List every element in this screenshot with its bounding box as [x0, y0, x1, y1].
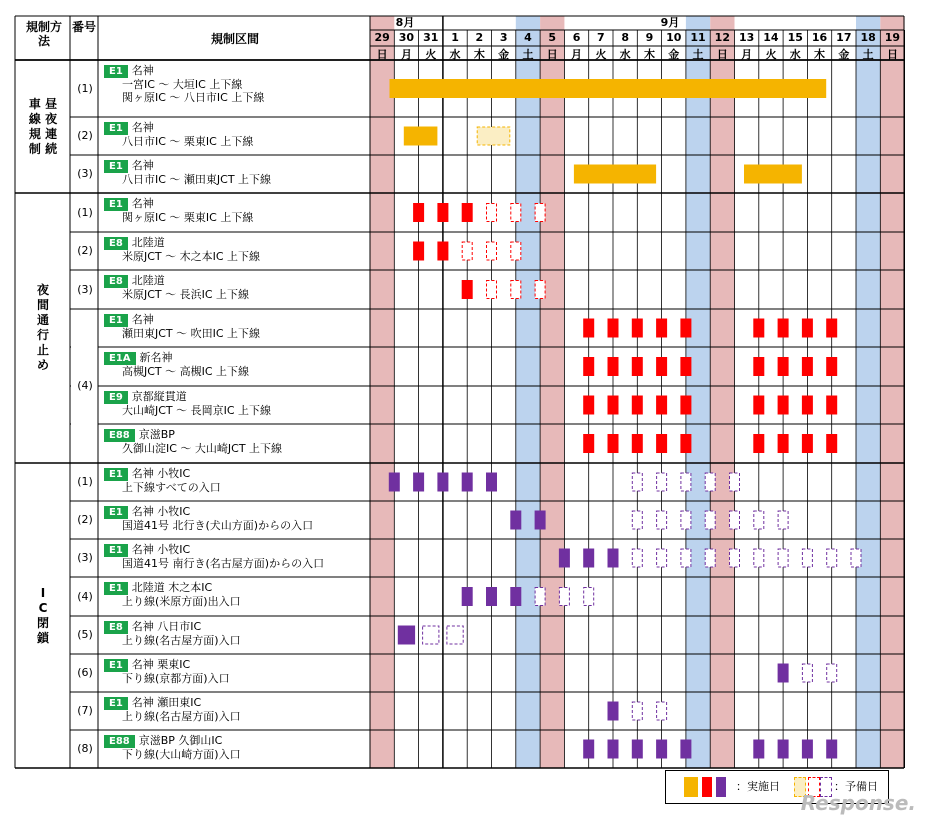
schedule-mark-actual	[608, 396, 618, 414]
schedule-mark-reserve	[632, 549, 642, 567]
day-number-13: 13	[738, 31, 755, 44]
road-code-badge: E1	[104, 198, 128, 211]
schedule-mark-reserve	[802, 549, 812, 567]
schedule-mark-actual	[632, 396, 642, 414]
schedule-mark-actual	[827, 396, 837, 414]
road-code-badge: E1	[104, 659, 128, 672]
schedule-mark-actual	[487, 473, 497, 491]
schedule-mark-reserve	[705, 473, 715, 491]
section-text: 高槻JCT ～ 高槻IC 上下線	[122, 365, 250, 378]
weekday-3: 金	[498, 48, 510, 61]
schedule-mark-reserve	[487, 204, 497, 222]
schedule-mark-reserve	[632, 702, 642, 720]
weekday-4: 土	[522, 48, 534, 61]
schedule-mark-actual	[778, 664, 788, 682]
row-section	[104, 505, 313, 532]
road-name: 名神	[131, 313, 154, 326]
schedule-mark-actual	[827, 358, 837, 376]
road-name: 京都縦貫道	[131, 390, 187, 403]
schedule-mark-actual	[462, 588, 472, 606]
row-number: (2)	[77, 244, 93, 257]
weekday-10: 金	[668, 48, 680, 61]
weekday-30: 月	[400, 48, 412, 61]
schedule-mark-actual	[438, 204, 448, 222]
schedule-mark-actual	[632, 358, 642, 376]
row-number: (8)	[77, 742, 93, 755]
road-code-badge: E1	[104, 544, 128, 557]
section-text: 国道41号 北行き(犬山方面)からの入口	[122, 519, 314, 532]
schedule-mark-actual	[608, 549, 618, 567]
schedule-mark-reserve	[559, 588, 569, 606]
section-text: 下り線(大山崎方面)入口	[122, 748, 241, 761]
section-text: 久御山淀IC ～ 大山崎JCT 上下線	[122, 442, 283, 455]
section-text: 八日市IC ～ 栗東IC 上下線	[122, 135, 254, 148]
schedule-bar-actual	[398, 626, 414, 644]
road-code-badge: E1	[104, 314, 128, 327]
category-1: 夜 間 通 行 止 め	[36, 283, 49, 372]
schedule-mark-actual	[657, 358, 667, 376]
schedule-bar-reserve	[423, 626, 439, 644]
road-name: 名神 小牧IC	[131, 505, 191, 518]
category-0: 車 昼 線 夜 規 連 制 続	[28, 96, 58, 156]
road-name: 京滋BP 久御山IC	[138, 734, 223, 747]
schedule-mark-actual	[535, 511, 545, 529]
weekday-13: 月	[741, 48, 753, 61]
schedule-mark-reserve	[657, 511, 667, 529]
schedule-mark-reserve	[681, 511, 691, 529]
row-section	[104, 390, 271, 417]
schedule-mark-reserve	[657, 702, 667, 720]
day-number-31: 31	[423, 31, 439, 44]
day-number-1: 1	[451, 31, 459, 44]
legend-purple-swatch	[716, 777, 726, 797]
road-name: 名神 栗東IC	[131, 658, 191, 671]
section-text: 八日市IC ～ 瀬田東JCT 上下線	[122, 173, 272, 186]
road-name: 京滋BP	[138, 428, 175, 441]
schedule-mark-actual	[657, 396, 667, 414]
road-name: 名神 小牧IC	[131, 543, 191, 556]
day-number-16: 16	[811, 31, 828, 44]
day-number-4: 4	[524, 31, 532, 44]
weekday-19: 日	[886, 48, 898, 61]
row-section	[104, 658, 230, 685]
road-code-badge: E1	[104, 65, 128, 78]
schedule-mark-actual	[778, 319, 788, 337]
row-number: (4)	[77, 379, 93, 392]
weekend-shade-12	[710, 16, 734, 768]
schedule-mark-reserve	[730, 473, 740, 491]
row-number: (3)	[77, 282, 93, 296]
schedule-mark-actual	[657, 435, 667, 453]
row-section	[104, 543, 324, 570]
schedule-mark-actual	[754, 396, 764, 414]
road-name: 名神 八日市IC	[131, 620, 202, 633]
schedule-mark-reserve	[632, 511, 642, 529]
weekday-31: 火	[425, 48, 437, 61]
legend-orange-swatch	[684, 777, 698, 797]
road-code-badge: E8	[104, 275, 128, 288]
road-name: 新名神	[139, 351, 173, 364]
section-text: 国道41号 南行き(名古屋方面)からの入口	[122, 557, 325, 570]
row-number: (1)	[77, 81, 93, 95]
schedule-mark-actual	[681, 396, 691, 414]
day-number-15: 15	[787, 31, 803, 44]
schedule-mark-reserve	[681, 549, 691, 567]
schedule-mark-actual	[559, 549, 569, 567]
row-section	[104, 467, 221, 494]
schedule-mark-reserve	[657, 549, 667, 567]
weekday-6: 月	[571, 48, 583, 61]
weekday-2: 木	[473, 48, 485, 61]
road-name: 名神 小牧IC	[131, 467, 191, 480]
schedule-mark-reserve	[462, 242, 472, 260]
weekend-shade-19	[880, 16, 904, 768]
day-number-18: 18	[860, 31, 876, 44]
row-number: (4)	[77, 589, 93, 603]
schedule-mark-actual	[584, 740, 594, 758]
schedule-mark-reserve	[754, 511, 764, 529]
row-number: (5)	[77, 628, 93, 641]
schedule-mark-actual	[414, 473, 424, 491]
schedule-mark-actual	[754, 435, 764, 453]
schedule-mark-actual	[778, 435, 788, 453]
day-number-6: 6	[572, 31, 581, 44]
section-text: 上り線(名古屋方面)入口	[122, 634, 241, 647]
schedule-mark-reserve	[487, 242, 497, 260]
schedule-mark-reserve	[802, 664, 812, 682]
header-kisei-kukan: 規制区間	[210, 32, 259, 46]
schedule-mark-actual	[632, 319, 642, 337]
schedule-bar-reserve	[477, 127, 510, 145]
row-section	[104, 620, 241, 647]
schedule-mark-actual	[584, 396, 594, 414]
schedule-mark-reserve	[657, 473, 667, 491]
weekday-11: 土	[692, 48, 704, 61]
day-number-2: 2	[475, 31, 484, 44]
schedule-mark-actual	[438, 242, 448, 260]
weekday-8: 水	[619, 48, 631, 61]
section-text: 米原JCT ～ 長浜IC 上下線	[122, 288, 250, 301]
schedule-mark-actual	[462, 281, 472, 299]
row-number: (2)	[77, 129, 93, 142]
row-section	[104, 64, 264, 104]
weekday-14: 火	[765, 48, 777, 61]
road-name: 北陸道	[131, 274, 165, 287]
schedule-mark-actual	[778, 358, 788, 376]
schedule-mark-reserve	[632, 473, 642, 491]
header-month-aug: 8月	[395, 16, 415, 29]
schedule-mark-reserve	[827, 664, 837, 682]
schedule-mark-actual	[608, 319, 618, 337]
section-text: 米原JCT ～ 木之本IC 上下線	[122, 250, 261, 263]
road-code-badge: E8	[104, 621, 128, 634]
schedule-mark-actual	[802, 319, 812, 337]
weekday-7: 火	[595, 48, 607, 61]
road-code-badge: E1	[104, 160, 128, 173]
legend-reserve-label: ：予備日	[834, 780, 878, 793]
section-text-2: 関ヶ原IC ～ 八日市IC 上下線	[122, 91, 265, 104]
weekend-shade-4	[516, 16, 540, 768]
schedule-bar-reserve	[447, 626, 463, 644]
schedule-mark-actual	[608, 358, 618, 376]
row-section	[104, 274, 249, 301]
schedule-mark-actual	[414, 204, 424, 222]
road-name: 名神	[131, 121, 154, 134]
schedule-bar-actual	[404, 127, 437, 145]
road-code-badge: E8	[104, 237, 128, 250]
row-number: (6)	[77, 666, 93, 679]
road-code-badge: E88	[104, 429, 135, 442]
road-code-badge: E1A	[104, 352, 136, 365]
schedule-mark-reserve	[730, 549, 740, 567]
schedule-mark-actual	[608, 740, 618, 758]
day-number-11: 11	[690, 31, 706, 44]
weekday-9: 木	[643, 48, 655, 61]
legend-actual-label: ：実施日	[736, 780, 780, 793]
schedule-bar-actual	[745, 165, 802, 183]
day-number-3: 3	[499, 31, 508, 44]
row-section	[104, 734, 241, 761]
section-text: 上り線(名古屋方面)入口	[122, 710, 241, 723]
row-number: (1)	[77, 205, 93, 219]
row-number: (1)	[77, 475, 93, 488]
day-number-19: 19	[884, 31, 901, 44]
schedule-mark-actual	[584, 435, 594, 453]
schedule-mark-reserve	[487, 281, 497, 299]
schedule-mark-actual	[511, 588, 521, 606]
schedule-mark-reserve	[535, 588, 545, 606]
schedule-mark-actual	[414, 242, 424, 260]
section-text: 関ヶ原IC ～ 栗東IC 上下線	[122, 211, 254, 224]
header-bango: 番号	[72, 20, 97, 34]
weekend-shade-11	[686, 16, 710, 768]
schedule-mark-reserve	[827, 549, 837, 567]
day-number-12: 12	[714, 31, 730, 44]
legend-red-swatch	[702, 777, 712, 797]
weekday-16: 木	[814, 48, 826, 61]
schedule-mark-actual	[632, 435, 642, 453]
section-text: 大山崎JCT ～ 長岡京IC 上下線	[122, 404, 272, 417]
road-name: 北陸道	[131, 236, 165, 249]
row-number: (3)	[77, 551, 93, 564]
schedule-mark-reserve	[584, 588, 594, 606]
row-section	[104, 236, 260, 263]
header-month-sep: 9月	[660, 16, 680, 29]
schedule-mark-actual	[608, 435, 618, 453]
row-number: (2)	[77, 513, 93, 526]
schedule-mark-actual	[681, 358, 691, 376]
schedule-mark-reserve	[511, 281, 521, 299]
schedule-mark-actual	[827, 319, 837, 337]
road-name: 名神	[131, 159, 154, 172]
section-text: 上下線すべての入口	[122, 481, 221, 494]
schedule-mark-actual	[754, 740, 764, 758]
row-section	[104, 313, 260, 340]
schedule-mark-actual	[462, 204, 472, 222]
schedule-mark-actual	[681, 740, 691, 758]
schedule-mark-actual	[802, 435, 812, 453]
schedule-bar-actual	[574, 165, 655, 183]
day-number-8: 8	[621, 31, 629, 44]
row-section	[104, 351, 249, 378]
schedule-mark-reserve	[511, 242, 521, 260]
schedule-mark-actual	[802, 396, 812, 414]
schedule-mark-actual	[389, 473, 399, 491]
schedule-bar-actual	[390, 80, 826, 98]
row-section	[104, 581, 241, 608]
weekday-5: 日	[546, 48, 558, 61]
weekday-1: 水	[449, 48, 461, 61]
schedule-mark-reserve	[535, 204, 545, 222]
row-section	[104, 428, 282, 455]
schedule-mark-reserve	[705, 511, 715, 529]
schedule-mark-actual	[827, 435, 837, 453]
schedule-mark-actual	[827, 740, 837, 758]
schedule-mark-actual	[802, 358, 812, 376]
schedule-mark-reserve	[851, 549, 861, 567]
row-section	[104, 197, 253, 224]
schedule-mark-actual	[681, 319, 691, 337]
schedule-mark-reserve	[535, 281, 545, 299]
schedule-mark-actual	[584, 358, 594, 376]
schedule-mark-actual	[657, 319, 667, 337]
row-number: (3)	[77, 167, 93, 180]
watermark: Response.	[800, 791, 916, 815]
weekday-17: 金	[838, 48, 850, 61]
road-name: 名神	[131, 64, 154, 77]
weekend-shade-29	[370, 16, 394, 768]
schedule-mark-actual	[584, 319, 594, 337]
day-number-17: 17	[836, 31, 852, 44]
road-code-badge: E1	[104, 122, 128, 135]
schedule-mark-actual	[657, 740, 667, 758]
schedule-mark-actual	[438, 473, 448, 491]
weekend-shade-5	[540, 16, 564, 768]
schedule-mark-actual	[802, 740, 812, 758]
road-code-badge: E1	[104, 506, 128, 519]
weekday-18: 土	[862, 48, 874, 61]
weekend-shade-18	[856, 16, 880, 768]
schedule-mark-actual	[462, 473, 472, 491]
schedule-mark-actual	[754, 319, 764, 337]
schedule-mark-actual	[487, 588, 497, 606]
road-code-badge: E9	[104, 391, 128, 404]
schedule-mark-actual	[632, 740, 642, 758]
schedule-mark-actual	[608, 702, 618, 720]
road-name: 北陸道 木之本IC	[131, 581, 213, 594]
schedule-mark-actual	[778, 396, 788, 414]
road-code-badge: E1	[104, 697, 128, 710]
road-code-badge: E1	[104, 468, 128, 481]
schedule-mark-actual	[681, 435, 691, 453]
schedule-mark-actual	[754, 358, 764, 376]
schedule-mark-reserve	[705, 549, 715, 567]
schedule-mark-actual	[778, 740, 788, 758]
section-text: 下り線(京都方面)入口	[122, 672, 230, 685]
day-number-7: 7	[597, 31, 605, 44]
row-section	[104, 121, 253, 148]
road-name: 名神 瀬田東IC	[131, 696, 202, 709]
category-2: I C 閉 鎖	[36, 585, 49, 645]
schedule-mark-reserve	[730, 511, 740, 529]
section-text: 瀬田東JCT ～ 吹田IC 上下線	[122, 327, 261, 340]
weekday-29: 日	[376, 48, 388, 61]
road-code-badge: E88	[104, 735, 135, 748]
weekday-15: 水	[789, 48, 801, 61]
row-section	[104, 159, 271, 186]
road-name: 名神	[131, 197, 154, 210]
section-text: 上り線(米原方面)出入口	[122, 595, 241, 608]
weekday-12: 日	[716, 48, 728, 61]
schedule-mark-reserve	[681, 473, 691, 491]
header-kisei-hoho: 規制方法	[25, 20, 62, 48]
schedule-mark-reserve	[511, 204, 521, 222]
schedule-mark-actual	[584, 549, 594, 567]
day-number-29: 29	[374, 31, 390, 44]
schedule-mark-reserve	[778, 549, 788, 567]
day-number-30: 30	[398, 31, 415, 44]
road-code-badge: E1	[104, 582, 128, 595]
day-number-5: 5	[548, 31, 557, 44]
day-number-10: 10	[666, 31, 682, 44]
day-number-9: 9	[645, 31, 654, 44]
schedule-mark-reserve	[754, 549, 764, 567]
schedule-mark-actual	[511, 511, 521, 529]
schedule-mark-reserve	[778, 511, 788, 529]
day-number-14: 14	[763, 31, 779, 44]
row-number: (7)	[77, 704, 93, 717]
row-section	[104, 696, 241, 723]
section-text: 一宮IC ～ 大垣IC 上下線	[122, 78, 243, 91]
